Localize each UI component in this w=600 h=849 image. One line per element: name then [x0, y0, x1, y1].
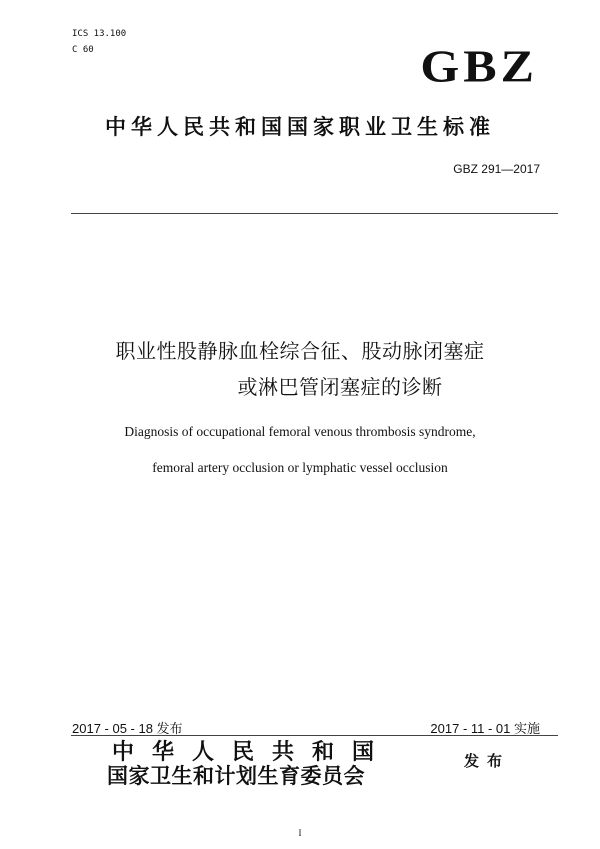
- publish-date: 2017 - 05 - 18 发布: [72, 721, 183, 736]
- ics-code: ICS 13.100: [72, 29, 127, 39]
- gbz-logo: GBZ: [420, 40, 538, 92]
- standard-type-heading: 中华人民共和国国家职业卫生标准: [105, 115, 495, 139]
- top-divider: [71, 213, 558, 214]
- issue-label: 发布: [464, 752, 511, 770]
- effective-date: 2017 - 11 - 01 实施: [430, 721, 540, 736]
- ccs-code: C 60: [72, 45, 94, 55]
- chinese-title-line-2: 或淋巴管闭塞症的诊断: [237, 375, 443, 399]
- issuer-country: 中华人民共和国: [112, 739, 393, 765]
- bottom-divider: [71, 735, 558, 736]
- chinese-title-line-1: 职业性股静脉血栓综合征、股动脉闭塞症: [115, 339, 485, 363]
- english-title-line-1: Diagnosis of occupational femoral venous thrombosis syndrome,: [124, 424, 476, 439]
- english-title-line-2: femoral artery occlusion or lymphatic vessel occlusion: [152, 460, 448, 475]
- issuer-commission: 国家卫生和计划生育委员会: [107, 763, 365, 788]
- page-number: I: [298, 828, 302, 838]
- standard-number: GBZ 291—2017: [453, 162, 540, 176]
